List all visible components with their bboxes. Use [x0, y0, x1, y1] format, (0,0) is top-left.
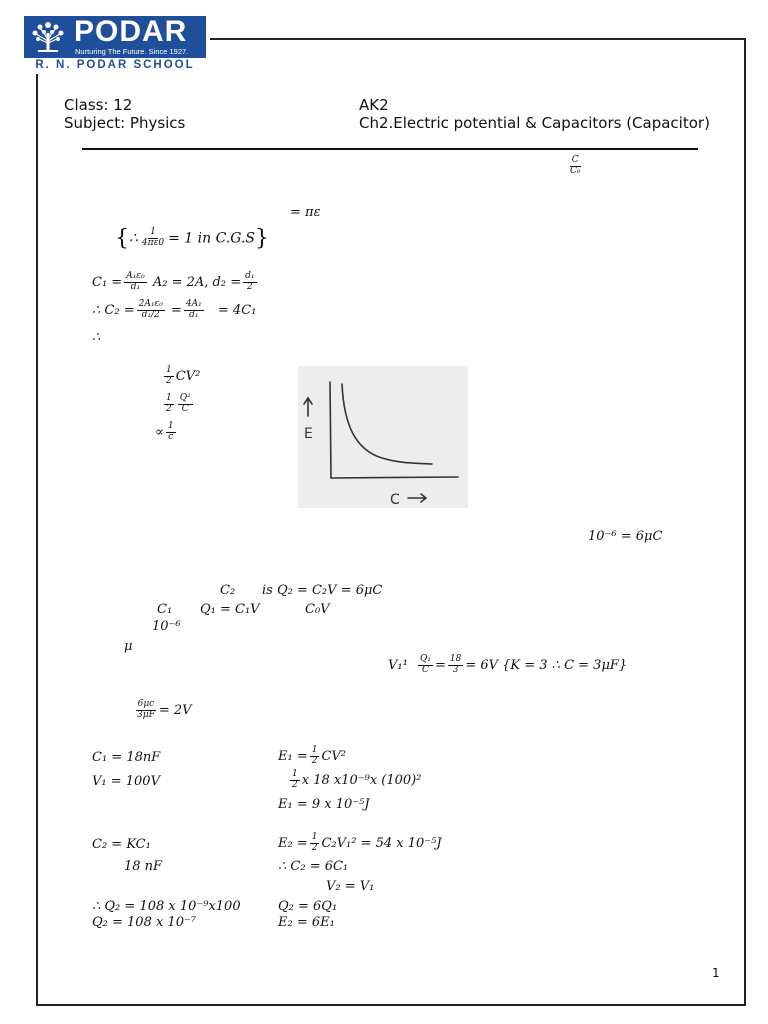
y-axis-label: E [304, 426, 313, 442]
c2-6c1: ∴ C₂ = 6C₁ [278, 859, 349, 874]
chapter-title: Ch2.Electric potential & Capacitors (Capacitor) [359, 114, 710, 132]
page-number: 1 [712, 966, 720, 980]
brand-name: PODAR [74, 15, 188, 48]
energy-q2c: $\frac{1}{2}$ $\frac{\text{Q²}}{C}$ [166, 393, 191, 414]
v1-equation: V₁¹ $\frac{\text{Q₁}}{C}$ = $\frac{18}{3}$ = 6V {K = 3 ∴ C = 3μF} [388, 654, 628, 675]
cgs-relation: {∴ $\frac{1}{4\pi\varepsilon 0}$ = 1 in C.G.S} [115, 226, 269, 251]
mu-symbol: μ [124, 639, 133, 654]
frame-bottom-border [36, 1004, 746, 1006]
c1-value: C₁ = 18nF [92, 750, 161, 765]
x-axis-arrow [408, 494, 426, 502]
frame-right-border [744, 38, 746, 1006]
q2-value: Q₂ = 108 x 10⁻⁷ [92, 915, 197, 930]
tree-icon [28, 19, 68, 55]
v2-v1: V₂ = V₁ [326, 879, 375, 894]
ten-neg6: 10⁻⁶ [152, 619, 181, 634]
x-axis-line [331, 477, 458, 478]
v1-value: V₁ = 100V [92, 774, 160, 789]
e2-6e1: E₂ = 6E₁ [278, 915, 335, 930]
therefore-symbol: ∴ [92, 330, 101, 345]
c1-equation: C₁ = $\frac{\text{A₁ε₀}}{\text{d₁}}$ A₂ = 2A, d₂ = $\frac{\text{d₁}}{2}$ [92, 271, 255, 292]
sheet-code: AK2 [359, 96, 389, 114]
c2-label: C₂ [220, 583, 236, 598]
energy-capacitance-graph [298, 366, 468, 508]
q1-equation: Q₁ = C₁V [200, 602, 260, 617]
subject-label: Subject: Physics [64, 114, 186, 132]
frame-left-border [36, 74, 38, 1006]
school-logo [24, 16, 206, 58]
energy-cv2: $\frac{1}{2}$ CV² [166, 365, 201, 386]
charge-micro: 10⁻⁶ = 6μC [588, 529, 663, 544]
c2-equation: ∴ C₂ = $\frac{\text{2A₁ε₀}}{\text{d₁/2}}$ = $\frac{\text{4A₁}}{\text{d₁}}$ = 4C₁ [92, 299, 257, 320]
e1-formula: E₁ = $\frac{1}{2}$ CV² [278, 745, 347, 766]
x-axis-label: C [390, 492, 400, 508]
energy-proportional: ∝ $\frac{1}{c}$ [155, 421, 174, 442]
q2-6q1: Q₂ = 6Q₁ [278, 899, 338, 914]
e2-formula: E₂ = $\frac{1}{2}$ C₂V₁² = 54 x 10⁻⁵J [278, 832, 442, 853]
header-rule [82, 148, 698, 150]
c0v-term: C₀V [305, 602, 330, 617]
frame-top-border [210, 38, 746, 40]
voltage-ratio: $\frac{6\mu c}{3\mu F}$ = 2V [137, 699, 192, 720]
brand-tagline: Nurturing The Future. Since 1927. [75, 47, 189, 56]
e1-calculation: $\frac{1}{2}$ x 18 x10⁻⁹x (100)² [292, 769, 422, 790]
y-axis-arrow [304, 398, 312, 416]
c2-nf: 18 nF [124, 859, 163, 874]
q2-equation: is Q₂ = C₂V = 6μC [262, 583, 383, 598]
school-name: R. N. PODAR SCHOOL [35, 59, 195, 71]
class-label: Class: 12 [64, 96, 133, 114]
pi-epsilon: = πε [290, 205, 321, 220]
q2-calculation: ∴ Q₂ = 108 x 10⁻⁹x100 [92, 899, 241, 914]
c1-label: C₁ [157, 602, 173, 617]
y-axis-line [330, 382, 331, 478]
ratio-c-c0: $\frac{C}{\text{C₀}}$ [570, 155, 581, 176]
c2-kc1: C₂ = KC₁ [92, 837, 151, 852]
energy-curve [342, 384, 432, 464]
e1-value: E₁ = 9 x 10⁻⁵J [278, 797, 370, 812]
